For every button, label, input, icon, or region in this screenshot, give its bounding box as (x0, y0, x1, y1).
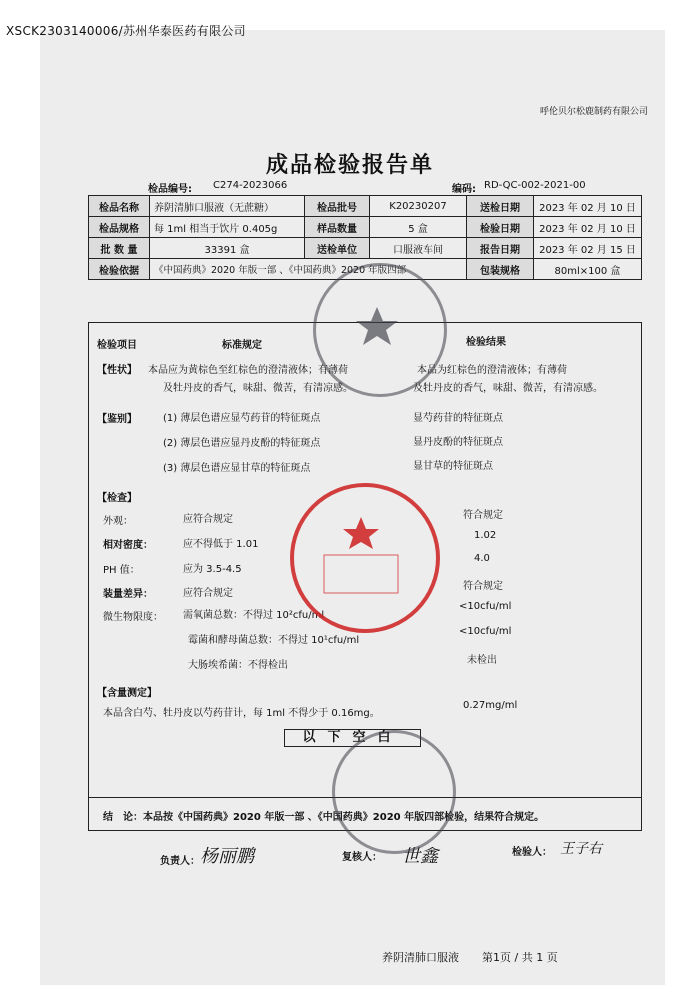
responsible-label: 负责人： (160, 856, 200, 867)
company-seal-stamp-2 (332, 730, 456, 854)
package-value: 80ml×100 盒 (534, 259, 642, 280)
reviewer-signature: 世鑫 (402, 846, 438, 867)
ecoli-standard: 大肠埃希菌：不得检出 (188, 660, 288, 671)
lot-qty: 33391 盒 (150, 238, 305, 259)
density-label: 相对密度： (103, 540, 153, 551)
volume-standard: 应符合规定 (183, 588, 233, 599)
company-name: 呼伦贝尔松鹿制药有限公司 (539, 107, 648, 117)
responsible-signature: 杨丽鹏 (200, 846, 254, 867)
submit-unit-label: 送检单位 (305, 238, 370, 259)
micro-label: 微生物限度： (103, 612, 163, 623)
identification-result-3: 显甘草的特征斑点 (413, 461, 493, 472)
ph-standard: 应为 3.5-4.5 (183, 564, 242, 575)
test-date-label: 检验日期 (467, 217, 534, 238)
page-title: 成品检验报告单 (265, 153, 434, 178)
identification-standard-2: (2) 薄层色谱应显丹皮酚的特征斑点 (163, 438, 321, 449)
inspection-label: 【检查】 (97, 493, 137, 504)
submit-unit: 口服液车间 (370, 238, 467, 259)
document-reference: XSCK2303140006/苏州华泰医药有限公司 (6, 24, 246, 38)
company-seal-stamp (313, 263, 447, 397)
spec-value: 每 1ml 相当于饮片 0.405g (150, 217, 305, 238)
footer-product: 养阴清肺口服液 (382, 951, 459, 964)
appearance-result: 符合规定 (463, 510, 503, 521)
reviewer-label: 复核人： (342, 852, 382, 863)
sample-qty-label: 样品数量 (305, 217, 370, 238)
report-no-label: 检品编号: (148, 184, 192, 195)
report-no: C274-2023066 (213, 180, 288, 191)
appearance-label: 外观： (103, 516, 133, 527)
basis-label: 检验依据 (89, 259, 150, 280)
batch-label: 检品批号 (305, 196, 370, 217)
sample-qty: 5 盒 (370, 217, 467, 238)
code-value: RD-QC-002-2021-00 (484, 180, 586, 191)
product-name-label: 检品名称 (89, 196, 150, 217)
volume-label: 装量差异： (103, 589, 153, 600)
report-date-label: 报告日期 (467, 238, 534, 259)
column-standard: 标准规定 (222, 340, 262, 351)
test-date: 2023 年 02 月 10 日 (534, 217, 642, 238)
end-of-content-marker: 以下空白 (284, 729, 421, 747)
batch-value: K20230207 (370, 196, 467, 217)
appearance-standard: 应符合规定 (183, 514, 233, 525)
column-result: 检验结果 (466, 337, 506, 348)
lot-qty-label: 批 数 量 (89, 238, 150, 259)
footer-page: 第1页 / 共 1 页 (482, 951, 558, 964)
star-icon (313, 263, 441, 391)
spec-label: 检品规格 (89, 217, 150, 238)
report-date: 2023 年 02 月 15 日 (534, 238, 642, 259)
inspector-signature: 王子右 (560, 841, 602, 857)
mold-standard: 霉菌和酵母菌总数：不得过 10¹cfu/ml (188, 635, 360, 646)
assay-result: 0.27mg/ml (463, 700, 518, 711)
ph-label: PH 值： (103, 565, 140, 576)
identification-result-2: 显丹皮酚的特征斑点 (413, 437, 503, 448)
properties-result-2: 及牡丹皮的香气，味甜、微苦，有清凉感。 (413, 383, 603, 394)
conclusion-text: 结 论：本品按《中国药典》2020 年版一部 、《中国药典》2020 年版四部检验，结果符合规定。 (103, 812, 545, 823)
column-item: 检验项目 (97, 340, 137, 351)
aerobic-standard: 需氧菌总数：不得过 10²cfu/ml (183, 610, 325, 621)
ecoli-result: 未检出 (467, 655, 497, 666)
assay-label: 【含量测定】 (97, 688, 157, 699)
basis-value: 《中国药典》2020 年版一部 、《中国药典》2020 年版四部 (150, 259, 467, 280)
identification-standard-1: (1) 薄层色谱应显芍药苷的特征斑点 (163, 413, 321, 424)
mold-result: <10cfu/ml (459, 626, 512, 637)
properties-standard-1: 本品应为黄棕色至红棕色的澄清液体；有薄荷 (148, 365, 348, 376)
volume-result: 符合规定 (463, 581, 503, 592)
star-icon (290, 483, 432, 625)
ph-result: 4.0 (474, 553, 490, 564)
aerobic-result: <10cfu/ml (459, 601, 512, 612)
identification-result-1: 显芍药苷的特征斑点 (413, 413, 503, 424)
identification-standard-3: (3) 薄层色谱应显甘草的特征斑点 (163, 463, 311, 474)
submit-date: 2023 年 02 月 10 日 (534, 196, 642, 217)
density-standard: 应不得低于 1.01 (183, 539, 259, 550)
submit-date-label: 送检日期 (467, 196, 534, 217)
code-label: 编码: (452, 184, 476, 195)
properties-result-1: 本品为红棕色的澄清液体；有薄荷 (417, 365, 567, 376)
red-quality-seal (290, 483, 440, 633)
package-label: 包装规格 (467, 259, 534, 280)
identification-label: 【鉴别】 (97, 414, 137, 425)
inspector-label: 检验人： (512, 847, 552, 858)
density-result: 1.02 (474, 530, 497, 541)
properties-label: 【性状】 (97, 365, 137, 376)
product-name: 养阴清肺口服液（无蔗糖） (150, 196, 305, 217)
properties-standard-2: 及牡丹皮的香气，味甜、微苦，有清凉感。 (163, 383, 353, 394)
assay-standard: 本品含白芍、牡丹皮以芍药苷计，每 1ml 不得少于 0.16mg。 (103, 708, 380, 719)
